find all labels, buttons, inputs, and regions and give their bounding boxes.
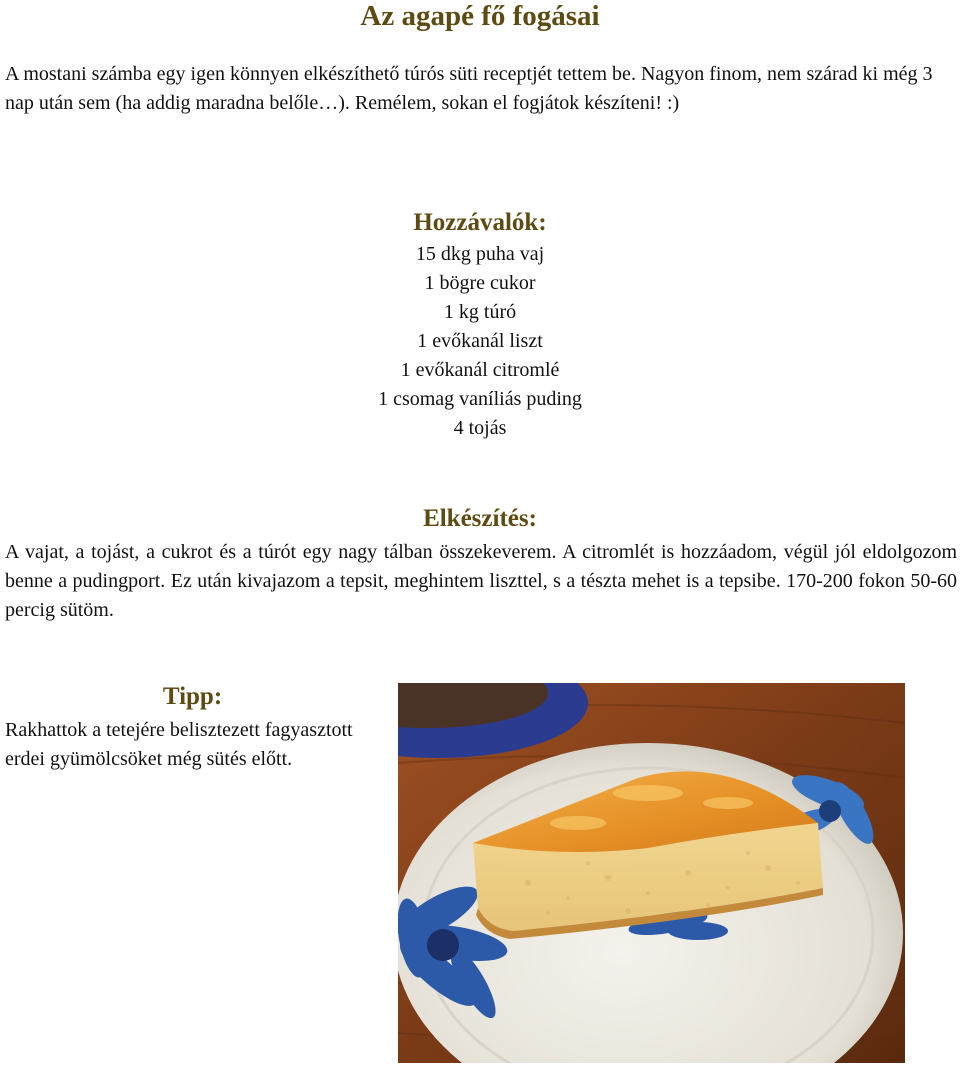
tip-text: Rakhattok a tetejére belisztezett fagyasztott erdei gyümölcsöket még sütés előtt. xyxy=(5,719,353,770)
tip-section xyxy=(5,680,380,774)
preparation-text: A vajat, a tojást, a cukrot és a túrót egy nagy tálban összekeverem. A citromlét is hozzáadom, végül jól eldolgozom benne a pudingport. Ez után kivajazom a tepsit, meghintem liszttel, s a tészta mehet is a tepsibe. 170-200 fokon 50-60 percig sütöm. xyxy=(5,541,957,621)
ingredient-item: 4 tojás xyxy=(453,417,507,439)
ingredients-section xyxy=(0,206,960,443)
ingredient-item: 1 bögre cukor xyxy=(424,272,536,294)
tip-heading: Tipp: xyxy=(162,683,223,710)
ingredient-item: 1 csomag vaníliás puding xyxy=(378,388,582,410)
page-title: Az agapé fő fogásai xyxy=(360,0,600,32)
preparation-section xyxy=(0,502,960,625)
cake-photo-illustration xyxy=(398,683,905,1063)
cake-photo xyxy=(398,683,905,1063)
ingredients-list xyxy=(0,240,960,443)
ingredient-item: 1 evőkanál citromlé xyxy=(400,359,560,381)
ingredient-item: 1 kg túró xyxy=(443,301,517,323)
preparation-heading: Elkészítés: xyxy=(423,505,537,532)
ingredient-item: 15 dkg puha vaj xyxy=(415,243,545,265)
ingredient-item: 1 evőkanál liszt xyxy=(417,330,543,352)
intro-paragraph: A mostani számba egy igen könnyen elkészíthető túrós süti receptjét tettem be. Nagyon finom, nem szárad ki még 3 nap után sem (ha addig maradna belőle…). Remélem, sokan el fogjátok készíteni! :) xyxy=(5,63,933,114)
ingredients-heading: Hozzávalók: xyxy=(413,209,547,236)
